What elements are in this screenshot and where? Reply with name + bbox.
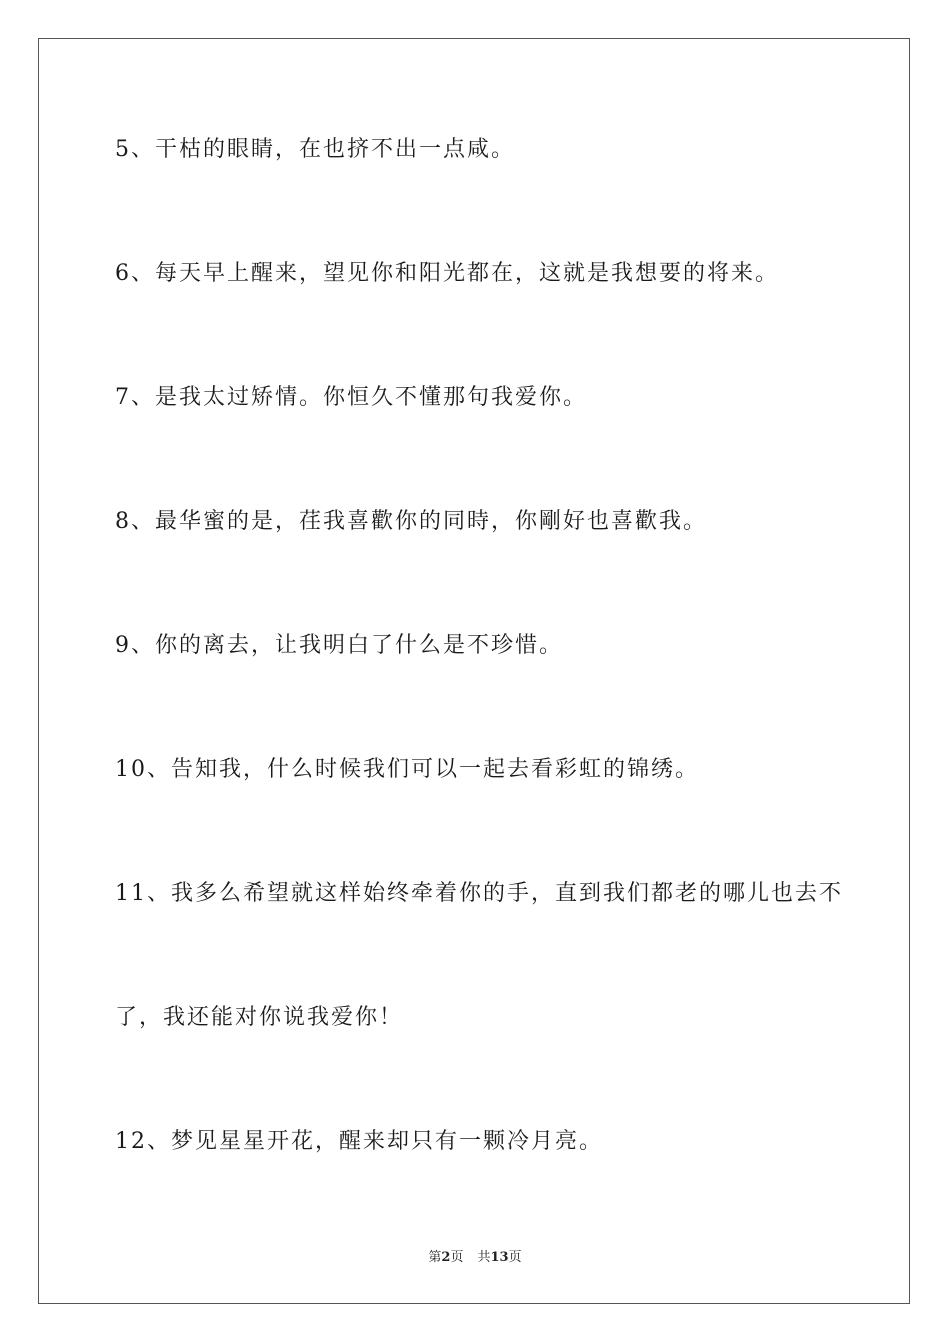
page-total: 13 xyxy=(490,1250,509,1265)
text-line-11: 11、我多么希望就这样始终牵着你的手，直到我们都老的哪儿也去不 xyxy=(115,881,843,906)
page-frame xyxy=(38,38,910,1304)
page-prefix: 第 xyxy=(428,1250,442,1265)
page-current: 2 xyxy=(441,1250,451,1265)
total-suffix: 页 xyxy=(508,1250,522,1265)
text-line-6: 6、每天早上醒来，望见你和阳光都在，这就是我想要的将来。 xyxy=(115,261,779,286)
page-footer xyxy=(0,1246,950,1265)
text-line-12: 12、梦见星星开花，醒来却只有一颗冷月亮。 xyxy=(115,1129,603,1154)
text-line-11-continued: 了，我还能对你说我爱你！ xyxy=(115,1005,404,1030)
text-line-8: 8、最华蜜的是，荏我喜歡你的同時，你剛好也喜歡我。 xyxy=(115,509,707,534)
page-suffix: 页 xyxy=(450,1250,464,1265)
text-line-7: 7、是我太过矫情。你恒久不懂那句我爱你。 xyxy=(115,385,587,410)
total-prefix: 共 xyxy=(477,1250,491,1265)
text-line-9: 9、你的离去，让我明白了什么是不珍惜。 xyxy=(115,633,563,658)
text-line-10: 10、告知我，什么时候我们可以一起去看彩虹的锦绣。 xyxy=(115,757,699,782)
text-line-5: 5、干枯的眼睛，在也挤不出一点咸。 xyxy=(115,137,515,162)
